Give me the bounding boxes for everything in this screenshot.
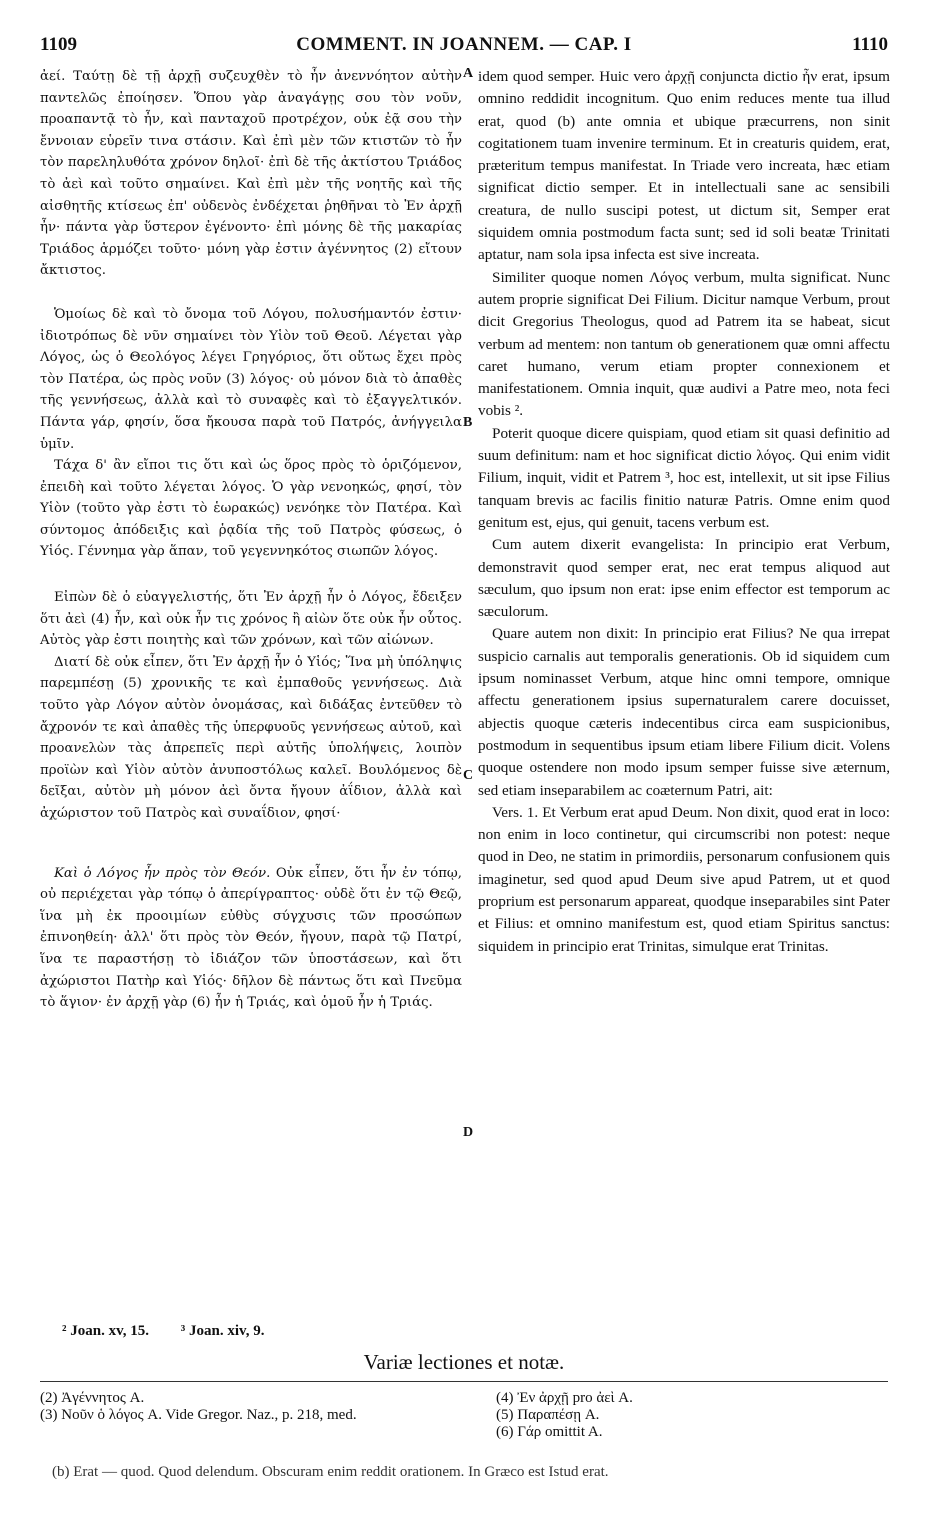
variae-notes-left — [40, 1390, 460, 1424]
greek-paragraph-5: Διατί δὲ οὐκ εἶπεν, ὅτι Ἐν ἀρχῇ ἦν ὁ Υἱός; Ἵνα μὴ ὑπόληψις παρεμπέσῃ (5) χρονικῆς τε καὶ ἐμπαθοῦς γεννήσεως. Διὰ τοῦτο γὰρ Λόγον αὐτὸν ὀνομάσας, καὶ διδάξας ἐντεῦθεν τὸ ἄχρονόν τε καὶ ἀπαθὲς τῆς ὑπερφυοῦς γεννήσεως αὐτοῦ, καὶ προανελὼν τὰς ἀπρεπεῖς περὶ αὐτῆς ὑπολήψεις, λοιπὸν προϊὼν καὶ Υἱὸν αὐτὸν ἀνυποστόλως καλεῖ. Βουλόμενος δὲ δεῖξαι, αὐτὸν μὴ μόνον ἀεὶ ὄντα ἤγουν ἀΐδιον, ἀλλὰ καὶ ἀχώριστον τοῦ Πατρὸς καὶ συναΐδιον, φησί· — [40, 654, 462, 821]
greek-paragraph-6 — [40, 863, 462, 1014]
latin-paragraph-6-text: Non dixit, quod erat in loco: non enim in loco continetur, qui circumscribi non potest: neque quod in Deo, ne statim in primordiis, personarum confusionem quis imaginetur, sed quod apud Deum sive apud Patrem, ut et quod proprium est personarum appareat, quodque inseparabiles sint Pater et Filius: et omnino manifestum est, quod etiam Spiritus sanctus: siquidem in principio erat Trinitas, simulque erat Trinitas. — [478, 803, 890, 955]
greek-lemma: Καὶ ὁ Λόγος ἦν πρὸς τὸν Θεόν. — [54, 865, 271, 881]
greek-paragraph-6-text: Οὐκ εἶπεν, ὅτι ἦν ἐν τόπῳ, οὐ περιέχεται γὰρ τόπῳ ὁ ἀπερίγραπτος· οὐδὲ ὅτι ἐν τῷ Θεῷ, ἵνα μὴ ἐκ προοιμίων εὐθὺς σύγχυσις τῶν προσώπων ἐπινοηθείη· ἀλλ' ὅτι πρὸς τὸν Θεόν, ἤγουν, παρὰ τῷ Πατρί, ἵνα τε παραστήσῃ τὸ ἰδιάζον τῶν ὑποστάσεων, καὶ ὅτι ἀχώριστοι Πατὴρ καὶ Υἱός· δῆλον δὲ πάντως ὅτι καὶ Πνεῦμα τὸ ἅγιον· ἐν ἀρχῇ γὰρ (6) ἦν ἡ Τριάς, καὶ ὁμοῦ ἦν ἡ Τριάς. — [40, 865, 463, 1011]
latin-paragraph-4: Cum autem dixerit evangelista: In principio erat Verbum, demonstravit quod semper erat, nec erat tempus aliquod aut sæculum, quo ipsum non erat: ipse enim effector est temporum ac sæculorum. — [478, 536, 890, 621]
variae-notes-right — [496, 1390, 888, 1441]
margin-marker-d: D — [463, 1125, 474, 1140]
running-title: COMMENT. IN JOANNEM. — CAP. I — [296, 34, 632, 55]
page-number-left: 1109 — [40, 34, 77, 55]
latin-paragraph-1: idem quod semper. Huic vero ἀρχῇ conjuncta dictio ἦν erat, ipsum omnino reddidit incognitum. Quo enim reduces mente tua illud erat, quod (b) ante omnia et ubique præcurrens, non sinit cogitationem tuam invenire terminum. Et in creaturis quidem, erat, præteritum tempus manifestat. In Triade vero increata, hæc etiam significat dictio semper. Et in intellectuali sane ac sensibili creatura, de nullo suscipi potest, ut dictum sit, Semper erat siquidem omnia postmodum facta sunt; sed id soli beatæ Trinitati aptatur, nam sola ipsa infecta est sive increata. — [478, 68, 890, 264]
margin-marker-b: B — [463, 415, 473, 430]
footnote-3: ³ Joan. xiv, 9. — [180, 1323, 265, 1339]
latin-lemma: Vers. 1. Et Verbum erat apud Deum. — [492, 803, 713, 821]
variant-note: (4) Ἐν ἀρχῇ pro ἀεὶ A. — [496, 1390, 633, 1406]
variant-note: (6) Γάρ omittit A. — [496, 1424, 603, 1440]
latin-paragraph-6 — [478, 802, 890, 958]
variant-note: (2) Ἀγέννητος A. — [40, 1390, 145, 1406]
variant-note: (5) Παραπέσῃ A. — [496, 1407, 600, 1423]
page-number-right: 1110 — [852, 34, 888, 55]
running-header — [40, 34, 888, 58]
footnote-2: ² Joan. xv, 15. — [62, 1323, 150, 1339]
latin-column — [478, 66, 890, 958]
greek-column — [40, 66, 462, 1014]
margin-marker-c: C — [463, 768, 474, 783]
greek-paragraph-1: ἀεί. Ταύτῃ δὲ τῇ ἀρχῇ συζευχθὲν τὸ ἦν ἀνεννόητον αὐτὴν παντελῶς ἐποίησεν. Ὅπου γὰρ ἀναγάγῃς σου τὸν νοῦν, προαπαντᾷ τὸ ἦν, καὶ πανταχοῦ προτρέχον, οὐκ ἐᾷ σου τὴν ἔννοιαν εὑρεῖν τινα στάσιν. Καὶ ἐπὶ μὲν τῶν κτιστῶν τὸ ἦν τὸν παρεληλυθότα χρόνον δηλοῖ· ἐπὶ δὲ τῆς ἀκτίστου Τριάδος τὸ ἀεὶ καὶ τοῦτο σημαίνει. Καὶ ἐπὶ μὲν τῆς νοητῆς καὶ τῆς αἰσθητῆς κτίσεως ἐπ' οὐδενὸς ἐνδέχεται ῥηθῆναι τὸ Ἐν ἀρχῇ ἦν· πάντα γὰρ ὕστερον ἐγένοντο· ἐπὶ μόνης δὲ τῆς μακαρίας Τριάδος ἁρμόζει τοῦτο· μόνη γὰρ ἐστιν ἀγέννητος (2) εἴτουν ἄκτιστος. — [40, 69, 462, 279]
latin-paragraph-3: Poterit quoque dicere quispiam, quod etiam sit quasi definitio ad suum definitum: nam et hoc significat dictio λόγος. Qui enim vidit Filium, inquit, vidit et Patrem ³, hoc est, intellexit, ut sit ipse Filius tanquam brevis ac facilis finitio naturæ Patris. Omne enim quod genitum est, ejus, qui genuit, tacens verbum est. — [478, 424, 890, 531]
latin-paragraph-5: Quare autem non dixit: In principio erat Filius? Ne qua irrepat suspicio carnalis aut temporalis generationis. Ob id siquidem cum ipsum nominasset Verbum, atque hinc omni tempore, omnique affectu generationem ipsius supernaturalem carere docuisset, abjectis quoque cæteris indecentibus circa eam suspicionibus, postmodum in sequentibus ipsum etiam libere Filium dicit. Volens quoque ostendere non modo ipsum semper fuisse sive æternum, sed etiam inseparabilem ac coæternum Patri, ait: — [478, 625, 890, 799]
variae-lectiones-title: Variæ lectiones et notæ. — [363, 1350, 565, 1374]
footnotes — [62, 1323, 292, 1340]
divider — [40, 1381, 888, 1382]
greek-paragraph-4: Εἰπὼν δὲ ὁ εὐαγγελιστής, ὅτι Ἐν ἀρχῇ ἦν ὁ Λόγος, ἔδειξεν ὅτι ἀεὶ (4) ἦν, καὶ οὐκ ἦν τις χρόνος ἢ αἰὼν ὅτε οὐκ ἦν οὗτος. Αὐτὸς γὰρ ἐστι ποιητὴς καὶ τῶν χρόνων, καὶ τῶν αἰώνων. — [40, 590, 462, 649]
margin-marker-a: A — [463, 66, 474, 81]
variant-note: (3) Νοῦν ὁ λόγος A. Vide Gregor. Naz., p. 218, med. — [40, 1407, 357, 1423]
latin-paragraph-2: Similiter quoque nomen Λόγος verbum, multa significat. Nunc autem proprie significat Dei Filium. Dicitur namque Verbum, prout dicit Gregorius Theologus, quod ad Patrem ita se habeat, sicut verbum ad mentem: non tantum ob generationem quæ omni affectu caret humano, verum etiam propter connexionem et manifestationem. Omnia inquit, quæ audivi a Patre meo, nota feci vobis ². — [478, 268, 890, 420]
greek-paragraph-2: Ὁμοίως δὲ καὶ τὸ ὄνομα τοῦ Λόγου, πολυσήμαντόν ἐστιν· ἰδιοτρόπως δὲ νῦν σημαίνει τὸν Υἱὸν τοῦ Θεοῦ. Λέγεται γὰρ Λόγος, ὡς ὁ Θεολόγος λέγει Γρηγόριος, ὅτι οὕτως ἔχει πρὸς τὸν Πατέρα, ὡς πρὸς νοῦν (3) λόγος· οὐ μόνον διὰ τὸ ἀπαθὲς τῆς γεννήσεως, ἀλλὰ καὶ τὸ συναφὲς καὶ τὸ ἐξαγγελτικόν. Πάντα γάρ, φησίν, ὅσα ἤκουσα παρὰ τοῦ Πατρός, ἀνήγγειλα ὑμῖν. — [40, 306, 462, 452]
greek-paragraph-3: Τάχα δ' ἂν εἴποι τις ὅτι καὶ ὡς ὅρος πρὸς τὸ ὁριζόμενον, ἐπειδὴ καὶ τοῦτο λέγεται λόγος. Ὁ γὰρ νενοηκώς, φησί, τὸν Υἱὸν (τοῦτο γὰρ ἐστι τὸ ἑωρακώς) νενόηκε τὸν Πατέρα. Καὶ σύντομος ἀπόδειξις καὶ ῥᾳδία τῆς τοῦ Πατρὸς φύσεως, ὁ Υἱός. Γέννημα γὰρ ἅπαν, τοῦ γεγεννηκότος σιωπῶν λόγος. — [40, 458, 462, 560]
editorial-note-b: (b) Erat — quod. Quod delendum. Obscuram enim reddit orationem. In Græco est Istud erat. — [52, 1464, 609, 1480]
